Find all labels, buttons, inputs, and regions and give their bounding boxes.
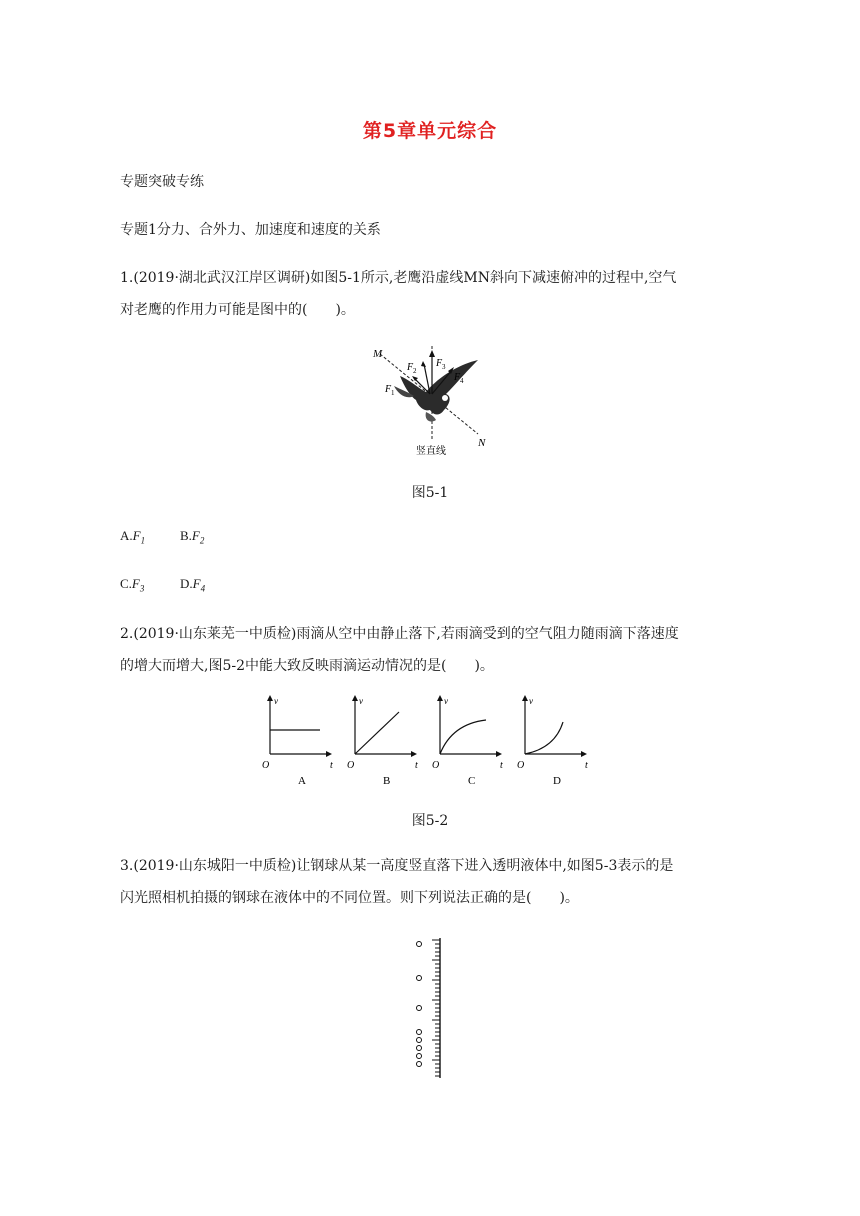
graph-d <box>517 695 588 787</box>
figure-5-1-eagle <box>360 340 500 460</box>
q2-text-line1: 2.(2019·山东莱芜一中质检)雨滴从空中由静止落下,若雨滴受到的空气阻力随雨滴下落速度 <box>120 626 679 642</box>
svg-text:t: t <box>500 760 503 771</box>
figure-5-1-caption: 图5-1 <box>411 485 449 501</box>
graph-c <box>432 695 503 787</box>
label-f4-sub: 4 <box>460 377 464 385</box>
svg-text:O: O <box>347 760 355 771</box>
ball-position <box>417 1046 422 1051</box>
option-a: $A.F_1$ <box>120 528 146 546</box>
label-f3-sub: 3 <box>442 363 446 371</box>
graph-c-label: C <box>468 775 476 787</box>
svg-text:t: t <box>415 760 418 771</box>
label-f2: F <box>407 362 414 373</box>
ball-position <box>417 1006 422 1011</box>
option-c: $C.F_3$ <box>120 576 145 594</box>
svg-text:O: O <box>517 760 525 771</box>
ball-position <box>417 1038 422 1043</box>
svg-text:v: v <box>274 696 278 706</box>
svg-text:v: v <box>529 696 533 706</box>
page-title: 第5章单元综合 <box>362 120 498 142</box>
graph-b <box>347 695 418 787</box>
label-f1-sub: 1 <box>391 389 395 397</box>
label-f3: F <box>436 358 443 369</box>
figure-5-3-ball-positions <box>400 936 460 1082</box>
label-m: M <box>373 348 383 360</box>
svg-text:O: O <box>262 760 270 771</box>
graph-a-label: A <box>298 775 306 787</box>
svg-text:t: t <box>585 760 588 771</box>
ball-position <box>417 1054 422 1059</box>
label-vertical-line: 竖直线 <box>416 446 446 457</box>
graph-d-label: D <box>553 775 561 787</box>
q3-text-line2: 闪光照相机拍摄的钢球在液体中的不同位置。则下列说法正确的是( )。 <box>120 890 579 906</box>
section-heading: 专题突破专练 <box>120 174 204 190</box>
svg-text:v: v <box>444 696 448 706</box>
q1-text-line2: 对老鹰的作用力可能是图中的( )。 <box>120 302 355 318</box>
svg-text:O: O <box>432 760 440 771</box>
q1-text-line1: 1.(2019·湖北武汉江岸区调研)如图5-1所示,老鹰沿虚线MN斜向下减速俯冲的过程中,空气 <box>120 270 677 286</box>
label-f1: F <box>385 384 392 395</box>
graph-b-label: B <box>383 775 391 787</box>
q2-text-line2: 的增大而增大,图5-2中能大致反映雨滴运动情况的是( )。 <box>120 658 494 674</box>
option-b: $B.F_2$ <box>180 528 205 546</box>
ball-position <box>417 1062 422 1067</box>
svg-text:v: v <box>359 696 363 706</box>
ball-position <box>417 1030 422 1035</box>
ball-position <box>417 942 422 947</box>
label-f2-sub: 2 <box>413 367 417 375</box>
label-n: N <box>478 437 486 449</box>
option-d: $D.F_4$ <box>180 576 206 594</box>
figure-5-2-caption: 图5-2 <box>411 813 449 829</box>
figure-5-2-graphs <box>258 692 598 792</box>
ball-position <box>417 976 422 981</box>
topic-heading: 专题1分力、合外力、加速度和速度的关系 <box>120 222 381 238</box>
q3-text-line1: 3.(2019·山东城阳一中质检)让钢球从某一高度竖直落下进入透明液体中,如图5-3表示的是 <box>120 858 674 874</box>
graph-a <box>262 695 333 787</box>
label-f4: F <box>454 372 461 383</box>
svg-text:t: t <box>330 760 333 771</box>
